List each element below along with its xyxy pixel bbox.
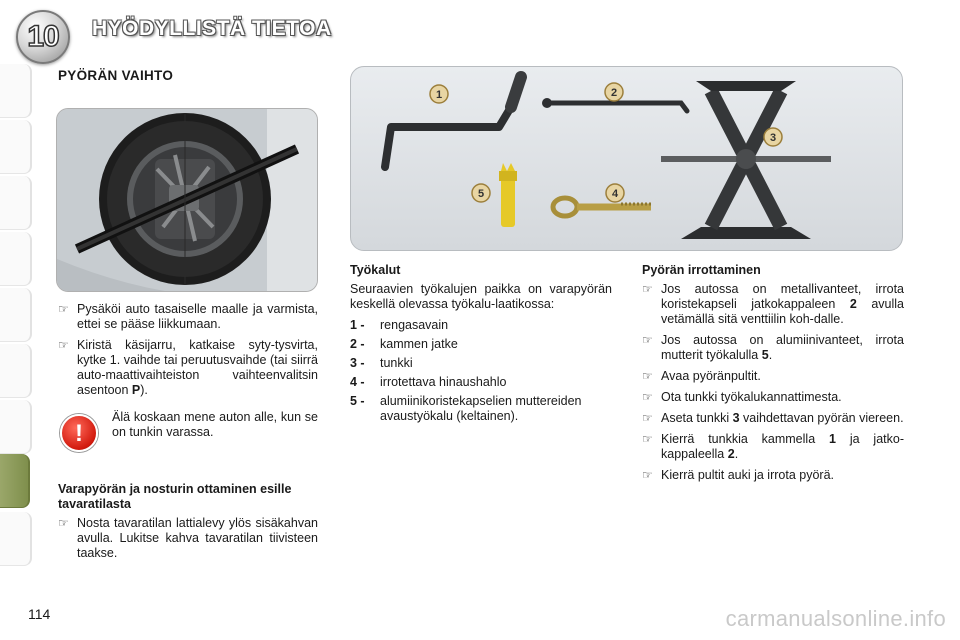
- chapter-tab[interactable]: [0, 120, 32, 174]
- pointing-hand-icon: ☞: [642, 369, 653, 383]
- bullet-item: ☞ Pysäköi auto tasaiselle maalle ja varmista, ettei se pääse liikkumaan.: [58, 302, 318, 331]
- warning-text: Älä koskaan mene auton alle, kun se on tunkin varassa.: [112, 410, 318, 439]
- tools-section: [350, 263, 612, 428]
- spare-wheel-illustration: [57, 109, 318, 292]
- bullet-item: [58, 338, 318, 398]
- tool-list-item: 1 - rengasavain: [350, 318, 449, 332]
- gear-suffix: ).: [140, 383, 148, 397]
- pointing-hand-icon: ☞: [642, 390, 653, 404]
- removal-section: [642, 263, 904, 489]
- tool-list-item: 2 - kammen jatke: [350, 337, 458, 351]
- spare-heading: Varapyörän ja nosturin ottaminen esille tavaratilasta: [58, 482, 292, 511]
- tools-heading: Työkalut: [350, 263, 401, 277]
- svg-text:3: 3: [769, 132, 777, 144]
- warning-icon: !: [60, 414, 98, 452]
- chapter-title: HYÖDYLLISTÄ TIETOA: [92, 17, 332, 40]
- pointing-hand-icon: ☞: [642, 411, 653, 425]
- handbrake-text: Kiristä käsijarru, katkaise syty-tysvirta, kytke 1. vaihde tai peruutusvaihde (tai siirrä auto-maattivaihteiston vaihteenvalitsin asentoon: [77, 338, 318, 397]
- bullet-item: ☞ Jos autossa on alumiinivanteet, irrota mutterit työkalulla 5.: [642, 333, 904, 362]
- tool-label-2: [605, 83, 623, 101]
- bullet-item: ☞ Avaa pyöränpultit.: [642, 369, 761, 383]
- tool-label-5: [472, 184, 490, 202]
- tool-list-item: 4 - irrotettava hinaushahlo: [350, 375, 507, 389]
- section-title: PYÖRÄN VAIHTO: [58, 68, 174, 83]
- chapter-tab[interactable]: [0, 512, 32, 566]
- bullet-item: ☞ Kierrä pultit auki ja irrota pyörä.: [642, 468, 834, 482]
- pointing-hand-icon: ☞: [642, 282, 653, 296]
- chapter-tab[interactable]: [0, 232, 32, 286]
- removal-heading: Pyörän irrottaminen: [642, 263, 761, 277]
- pointing-hand-icon: ☞: [58, 302, 69, 316]
- chapter-number-badge: [16, 10, 70, 64]
- safety-bullets: [58, 302, 318, 404]
- bullet-item: ☞ Ota tunkki työkalukannattimesta.: [642, 390, 842, 404]
- towing-eye: [553, 198, 651, 216]
- tools-intro: Seuraavien työkalujen paikka on varapyörän keskellä olevassa työkalu-laatikossa:: [350, 282, 612, 311]
- bullet-item: ☞ Nosta tavaratilan lattialevy ylös sisäkahvan avulla. Lukitse kahva tavaratilan tiivisteen taakse.: [58, 516, 318, 560]
- page-number: 114: [28, 606, 51, 622]
- chapter-tab[interactable]: [0, 288, 32, 342]
- tool-label-3: [764, 128, 782, 146]
- tools-photo: [350, 66, 903, 251]
- pointing-hand-icon: ☞: [58, 338, 69, 352]
- pointing-hand-icon: ☞: [642, 333, 653, 347]
- bullet-item: ☞ Kierrä tunkkia kammella 1 ja jatko-kappaleella 2.: [642, 432, 904, 461]
- tool-label-4: [606, 184, 624, 202]
- pointing-hand-icon: ☞: [642, 432, 653, 446]
- bullet-item: ☞ Jos autossa on metallivanteet, irrota koristekapseli jatkokappaleen 2 avulla vetämällä sitä venttiilin koh-dalle.: [642, 282, 904, 326]
- crank-extension: [547, 103, 687, 111]
- chapter-number: 10: [27, 20, 59, 53]
- chapter-tab[interactable]: [0, 176, 32, 230]
- hubcap-tool: [499, 163, 517, 227]
- bullet-item: ☞ Aseta tunkki 3 vaihdettavan pyörän viereen.: [642, 411, 904, 425]
- tool-list-item: 5 - alumiinikoristekapselien muttereiden avaustyökalu (keltainen).: [350, 394, 582, 423]
- tools-illustration: [351, 67, 903, 251]
- jack: [661, 81, 831, 239]
- chapter-tab[interactable]: [0, 64, 32, 118]
- spare-wheel-section: [58, 482, 318, 567]
- pointing-hand-icon: ☞: [642, 468, 653, 482]
- wheel-brace: [385, 107, 511, 167]
- spare-wheel-photo: [56, 108, 318, 292]
- chapter-tabs: [0, 64, 32, 574]
- svg-text:1: 1: [435, 89, 443, 101]
- chapter-tab[interactable]: [0, 400, 32, 454]
- svg-text:2: 2: [610, 87, 618, 99]
- gear-letter: P: [131, 383, 141, 397]
- tool-label-1: [430, 85, 448, 103]
- pointing-hand-icon: ☞: [58, 516, 69, 530]
- svg-text:4: 4: [611, 188, 619, 200]
- svg-text:5: 5: [477, 188, 485, 200]
- chapter-tab-active[interactable]: [0, 454, 30, 508]
- tool-list-item: 3 - tunkki: [350, 356, 413, 370]
- chapter-tab[interactable]: [0, 344, 32, 398]
- watermark: carmanualsonline.info: [725, 606, 946, 631]
